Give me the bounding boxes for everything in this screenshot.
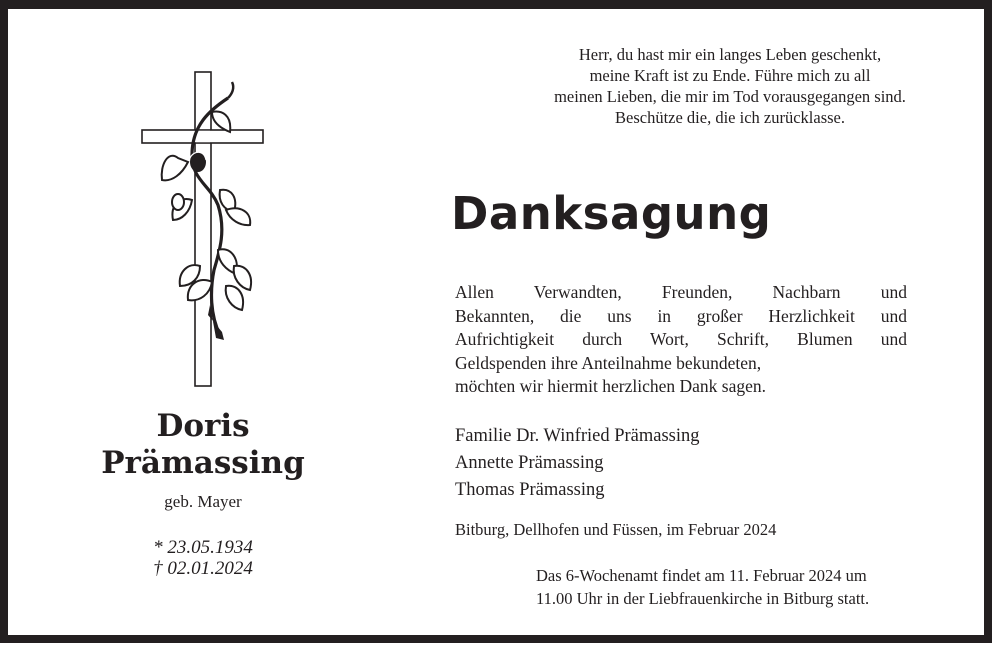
quote-line: meine Kraft ist zu Ende. Führe mich zu all xyxy=(589,66,871,85)
quote-verse xyxy=(500,44,960,128)
body-line: Allen Verwandten, Freunden, Nachbarn und xyxy=(455,282,907,302)
place-date: Bitburg, Dellhofen und Füssen, im Februar 2024 xyxy=(455,520,777,539)
page-title: Danksagung xyxy=(451,187,772,240)
signer: Thomas Prämassing xyxy=(455,480,605,500)
service-announcement xyxy=(536,564,948,610)
quote-line: Beschütze die, die ich zurücklasse. xyxy=(615,108,845,127)
death-date: † 02.01.2024 xyxy=(153,558,253,579)
maiden-name: geb. Mayer xyxy=(164,492,242,511)
body-line: Geldspenden ihre Anteilnahme bekundeten, xyxy=(455,352,762,373)
signers-list xyxy=(455,423,700,504)
body-line: möchten wir hiermit herzlichen Dank sagen. xyxy=(455,376,767,397)
cross-with-rose-icon xyxy=(140,70,265,388)
body-line: Bekannten, die uns in großer Herzlichkeit und xyxy=(455,305,907,326)
deceased-first-name: Doris xyxy=(156,408,250,444)
service-line: Das 6-Wochenamt findet am 11. Februar 2024 um xyxy=(536,566,867,585)
thank-you-text xyxy=(455,281,907,399)
quote-line: Herr, du hast mir ein langes Leben geschenkt, xyxy=(578,45,882,64)
deceased-name xyxy=(80,408,326,482)
signer: Annette Prämassing xyxy=(455,453,604,473)
birth-date: * 23.05.1934 xyxy=(153,537,253,558)
signer: Familie Dr. Winfried Prämassing xyxy=(455,426,700,446)
deceased-last-name: Prämassing xyxy=(101,445,305,481)
body-line: Aufrichtigkeit durch Wort, Schrift, Blumen und xyxy=(455,329,907,350)
service-line: 11.00 Uhr in der Liebfrauenkirche in Bitburg statt. xyxy=(536,589,870,608)
quote-line: meinen Lieben, die mir im Tod vorausgegangen sind. xyxy=(554,87,906,106)
life-dates xyxy=(80,537,326,579)
